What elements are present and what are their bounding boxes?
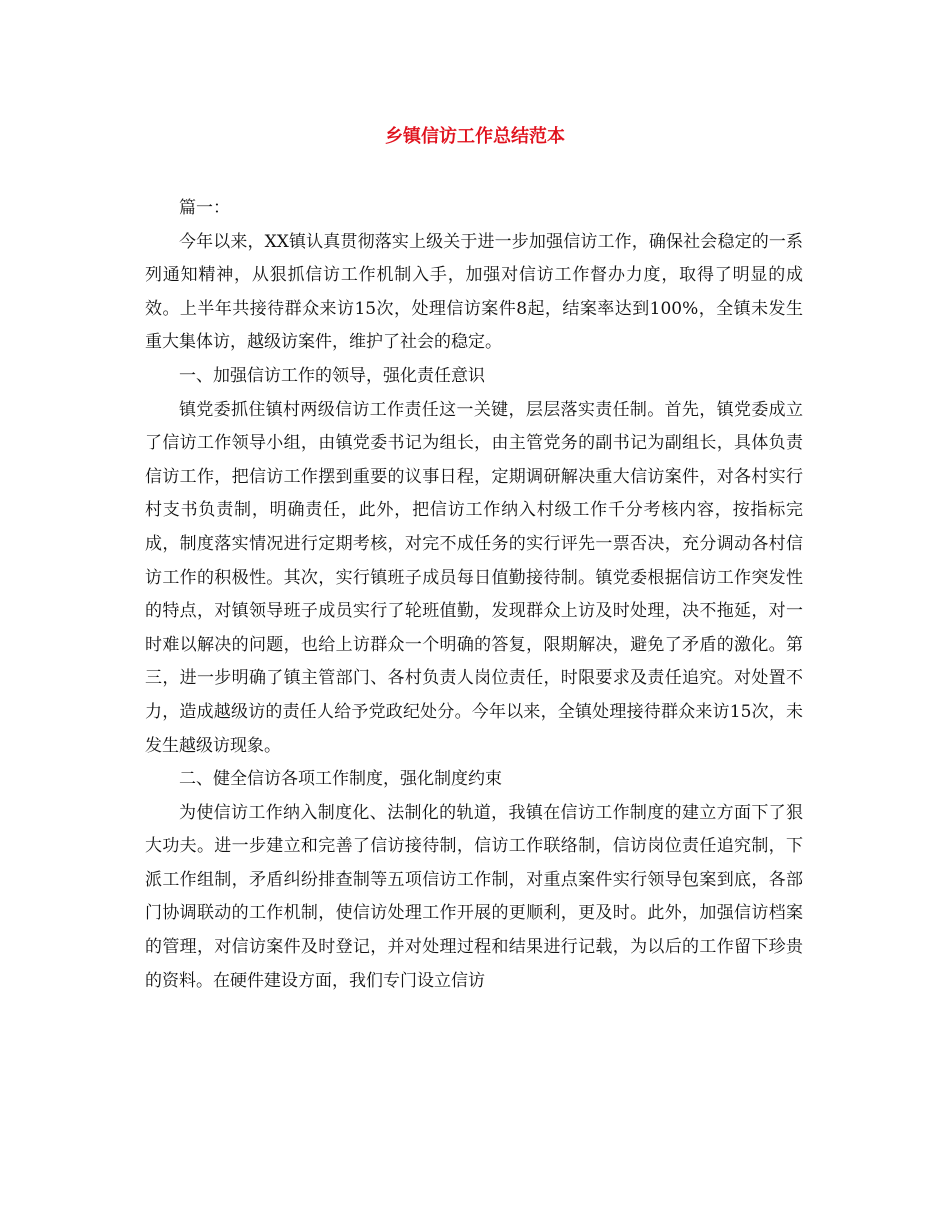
paragraph-section-2: 为使信访工作纳入制度化、法制化的轨道，我镇在信访工作制度的建立方面下了狠大功夫。进一步建立和完善了信访接待制，信访工作联络制，信访岗位责任追究制，下派工作组制，矛盾纠纷排查制等五项信访工作制，对重点案件实行领导包案到底，各部门协调联动的工作机制，使信访处理工作开展的更顺利，更及时。此外，加强信访档案的管理，对信访案件及时登记，并对处理过程和结果进行记载，为以后的工作留下珍贵的资料。在硬件建设方面，我们专门设立信访 (145, 802, 803, 991)
section-label: 篇一： (179, 198, 230, 218)
document-body (145, 192, 803, 998)
section-heading-2: 二、健全信访各项工作制度，强化制度约束 (179, 769, 502, 790)
paragraph-intro: 今年以来，XX镇认真贯彻落实上级关于进一步加强信访工作，确保社会稳定的一系列通知精神，从狠抓信访工作机制入手，加强对信访工作督办力度，取得了明显的成效。上半年共接待群众来访15次，处理信访案件8起，结案率达到100%，全镇未发生重大集体访，越级访案件，维护了社会的稳定。 (145, 231, 803, 353)
document-title: 乡镇信访工作总结范本 (385, 126, 565, 147)
paragraph-section-1: 镇党委抓住镇村两级信访工作责任这一关键，层层落实责任制。首先，镇党委成立了信访工作领导小组，由镇党委书记为组长，由主管党务的副书记为副组长，具体负责信访工作，把信访工作摆到重要的议事日程，定期调研解决重大信访案件，对各村实行村支书负责制，明确责任，此外，把信访工作纳入村级工作千分考核内容，按指标完成，制度落实情况进行定期考核，对完不成任务的实行评先一票否决，充分调动各村信访工作的积极性。其次，实行镇班子成员每日值勤接待制。镇党委根据信访工作突发性的特点，对镇领导班子成员实行了轮班值勤，发现群众上访及时处理，决不拖延，对一时难以解决的问题，也给上访群众一个明确的答复，限期解决，避免了矛盾的激化。第三，进一步明确了镇主管部门、各村负责人岗位责任，时限要求及责任追究。对处置不力，造成越级访的责任人给予党政纪处分。今年以来，全镇处理接待群众来访15次，未发生越级访现象。 (145, 399, 803, 756)
section-heading-1: 一、加强信访工作的领导，强化责任意识 (179, 365, 485, 386)
